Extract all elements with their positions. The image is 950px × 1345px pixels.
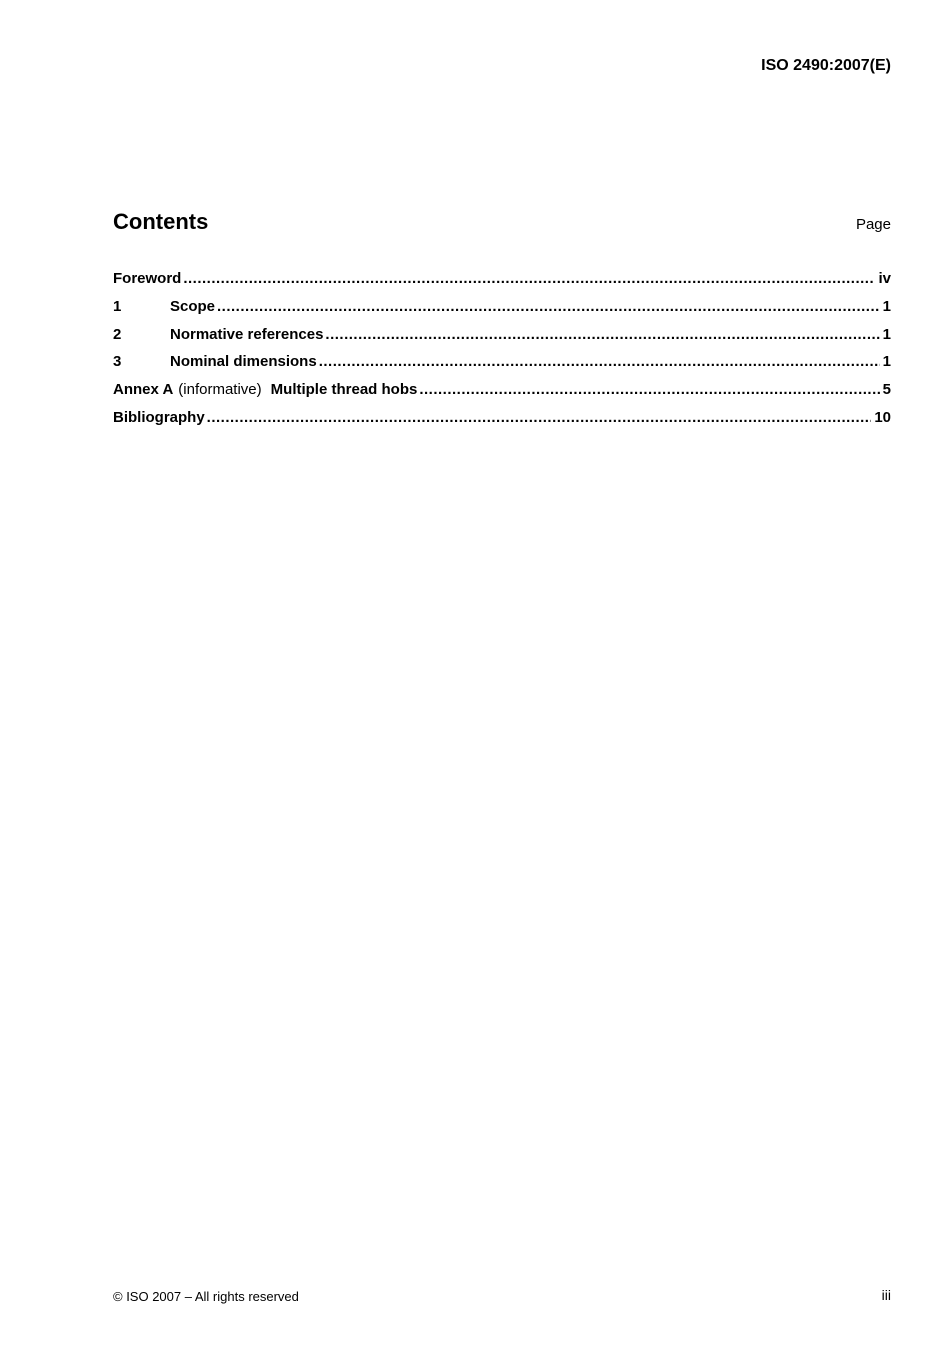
table-of-contents <box>113 265 891 432</box>
toc-entry-page: 1 <box>882 353 891 371</box>
contents-header <box>113 208 891 238</box>
toc-entry-page: 10 <box>874 408 891 426</box>
toc-entry-bibliography[interactable] <box>113 404 891 432</box>
document-id: ISO 2490:2007(E) <box>761 57 891 74</box>
toc-leader-dots <box>183 265 875 293</box>
toc-entry-page: 5 <box>882 381 891 399</box>
footer-copyright: © ISO 2007 – All rights reserved <box>113 1289 299 1304</box>
footer-page-number: iii <box>881 1287 891 1303</box>
toc-leader-dots <box>319 348 880 376</box>
toc-leader-dots <box>419 376 879 404</box>
toc-entry-label: Scope <box>170 297 216 315</box>
toc-entry-label: Normative references <box>170 325 324 343</box>
toc-entry-label: Multiple thread hobs <box>270 381 418 399</box>
toc-leader-dots <box>217 293 880 321</box>
toc-entry-annex-type: (informative) <box>178 381 262 399</box>
page-column-label: Page <box>855 216 891 233</box>
toc-entry-page: 1 <box>882 325 891 343</box>
toc-entry-foreword[interactable] <box>113 265 891 293</box>
toc-entry-scope[interactable] <box>113 293 891 321</box>
toc-leader-dots <box>325 321 879 349</box>
toc-entry-annex-prefix: Annex A <box>113 381 174 399</box>
toc-entry-number: 1 <box>113 297 122 315</box>
toc-entry-page: 1 <box>882 297 891 315</box>
toc-entry-page: iv <box>878 270 891 287</box>
toc-entry-nominal-dimensions[interactable] <box>113 348 891 376</box>
toc-entry-label: Bibliography <box>113 408 205 426</box>
toc-entry-number: 2 <box>113 325 122 343</box>
toc-entry-label: Foreword <box>113 270 182 287</box>
toc-entry-normative-references[interactable] <box>113 321 891 349</box>
toc-leader-dots <box>207 404 872 432</box>
toc-entry-annex-a[interactable] <box>113 376 891 404</box>
contents-title: Contents <box>113 209 209 234</box>
toc-entry-number: 3 <box>113 353 122 371</box>
toc-entry-label: Nominal dimensions <box>170 353 317 371</box>
